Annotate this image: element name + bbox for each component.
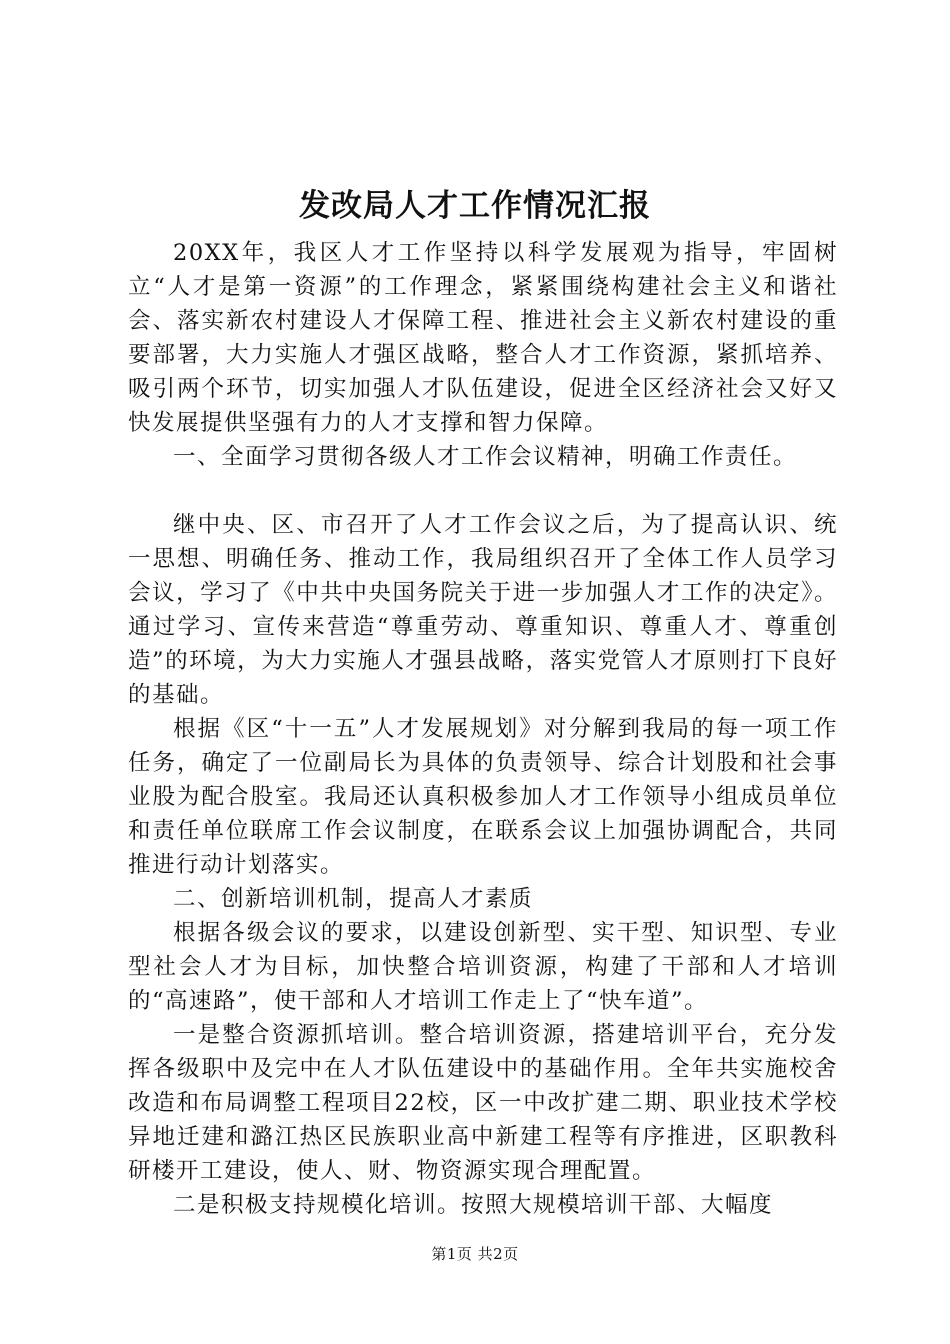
paragraph-intro: 20XX年，我区人才工作坚持以科学发展观为指导，牢固树立“人才是第一资源”的工作理念，紧紧围绕构建社会主义和谐社会、落实新农村建设人才保障工程、推进社会主义新农村建设的重要部署，大力实施人才强区战略，整合人才工作资源，紧抓培养、吸引两个环节，切实加强人才队伍建设，促进全区经济社会又好又快发展提供坚强有力的人才支撑和智力保障。 [128,240,838,436]
paragraph-scale-training: 二是积极支持规模化培训。按照大规模培训干部、大幅度 [173,1192,774,1218]
document-body [128,236,838,1222]
paragraph-responsibility: 根据《区“十一五”人才发展规划》对分解到我局的每一项工作任务，确定了一位副局长为具体的负责领导、综合计划股和社会事业股为配合股室。我局还认真积极参加人才工作领导小组成员单位和责任单位联席工作会议制度，在联系会议上加强协调配合，共同推进行动计划落实。 [128,716,838,878]
document-title: 发改局人才工作情况汇报 [299,188,651,224]
section-heading-2: 二、创新培训机制，提高人才素质 [173,886,534,912]
paragraph-training-goal: 根据各级会议的要求，以建设创新型、实干型、知识型、专业型社会人才为目标，加快整合培训资源，构建了干部和人才培训的“高速路”，使干部和人才培训工作走上了“快车道”。 [128,920,838,1014]
section-heading-1: 一、全面学习贯彻各级人才工作会议精神，明确工作责任。 [173,444,798,470]
paragraph-integrate-resources: 一是整合资源抓培训。整合培训资源，搭建培训平台，充分发挥各级职中及完中在人才队伍建设中的基础作用。全年共实施校舍改造和布局调整工程项目22校，区一中改扩建二期、职业技术学校异地迁建和潞江热区民族职业高中新建工程等有序推进，区职教科研楼开工建设，使人、财、物资源实现合理配置。 [128,1022,838,1184]
paragraph-study-meeting: 继中央、区、市召开了人才工作会议之后，为了提高认识、统一思想、明确任务、推动工作，我局组织召开了全体工作人员学习会议，学习了《中共中央国务院关于进一步加强人才工作的决定》。通过学习、宣传来营造“尊重劳动、尊重知识、尊重人才、尊重创造”的环境，为大力实施人才强县战略，落实党管人才原则打下良好的基础。 [128,512,838,708]
page-number: 第1页 共2页 [431,1245,519,1263]
